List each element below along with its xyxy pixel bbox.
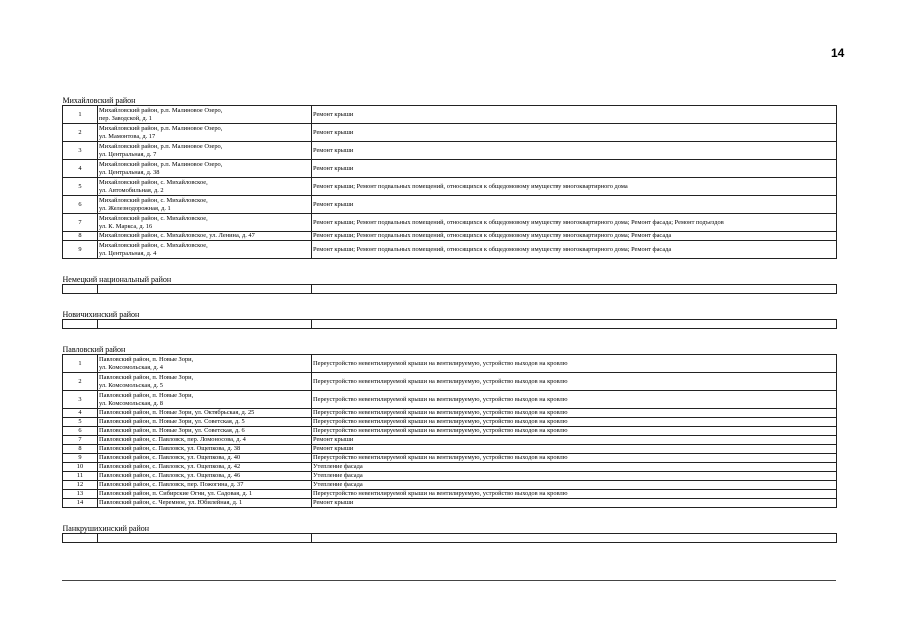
row-number: 1 bbox=[63, 355, 98, 373]
address-line-2: ул. Комсомольская, д. 5 bbox=[99, 381, 163, 389]
section-gap bbox=[63, 294, 837, 309]
table-row bbox=[63, 472, 837, 481]
works-cell: Ремонт крыши bbox=[312, 436, 837, 445]
section-header-row bbox=[63, 308, 837, 320]
address-line-1: Михайловский район, с. Михайловское, bbox=[99, 178, 208, 186]
works-cell: Ремонт крыши; Ремонт подвальных помещений, относящихся к общедомовому имуществу многоквартирного дома; Ремонт фасада bbox=[312, 241, 837, 259]
works-cell: Переустройство невентилируемой крыши на вентилируемую, устройство выходов на кровлю bbox=[312, 409, 837, 418]
address-line-1: Павловский район, с. Черемное, ул. Юбилейная, д. 1 bbox=[99, 499, 243, 506]
address-cell bbox=[98, 481, 312, 490]
table-row bbox=[63, 178, 837, 196]
address-line-2: пер. Заводской, д. 1 bbox=[99, 114, 152, 122]
section-gap bbox=[63, 508, 837, 523]
address-cell bbox=[98, 418, 312, 427]
section-gap bbox=[63, 329, 837, 344]
program-table-container bbox=[62, 94, 836, 543]
address-cell bbox=[98, 463, 312, 472]
address-cell bbox=[98, 196, 312, 214]
address-line-1: Павловский район, с. Павловск, пер. Ломоносова, д. 4 bbox=[99, 436, 246, 443]
program-table bbox=[62, 94, 837, 543]
works-cell: Ремонт крыши; Ремонт подвальных помещений, относящихся к общедомовому имуществу многоквартирного дома; Ремонт фасада bbox=[312, 232, 837, 241]
address-line-2: ул. Автомобильная, д. 2 bbox=[99, 186, 164, 194]
empty-cell bbox=[312, 285, 837, 294]
section-title: Михайловский район bbox=[63, 94, 837, 106]
address-cell bbox=[98, 454, 312, 463]
table-row bbox=[63, 241, 837, 259]
section-header-row bbox=[63, 343, 837, 355]
row-number: 7 bbox=[63, 214, 98, 232]
address-line-1: Михайловский район, с. Михайловское, bbox=[99, 196, 208, 204]
table-row bbox=[63, 427, 837, 436]
address-line-1: Михайловский район, с. Михайловское, bbox=[99, 241, 208, 249]
table-row bbox=[63, 373, 837, 391]
row-number: 3 bbox=[63, 391, 98, 409]
address-line-1: Михайловский район, с. Михайловское, bbox=[99, 214, 208, 222]
row-number: 3 bbox=[63, 142, 98, 160]
table-row bbox=[63, 214, 837, 232]
works-cell: Переустройство невентилируемой крыши на вентилируемую, устройство выходов на кровлю bbox=[312, 490, 837, 499]
address-line-2: ул. Центральная, д. 7 bbox=[99, 150, 157, 158]
table-row bbox=[63, 196, 837, 214]
address-line-1: Павловский район, п. Сибирские Огни, ул. Садовая, д. 1 bbox=[99, 490, 253, 497]
row-number: 6 bbox=[63, 196, 98, 214]
works-cell: Ремонт крыши bbox=[312, 142, 837, 160]
empty-table-row bbox=[63, 534, 837, 543]
works-cell: Утепление фасада bbox=[312, 463, 837, 472]
address-cell bbox=[98, 232, 312, 241]
table-row bbox=[63, 481, 837, 490]
address-line-2: ул. Центральная, д. 4 bbox=[99, 249, 157, 257]
address-cell bbox=[98, 124, 312, 142]
works-cell: Переустройство невентилируемой крыши на вентилируемую, устройство выходов на кровлю bbox=[312, 454, 837, 463]
address-line-1: Михайловский район, р.п. Малиновое Озеро, bbox=[99, 106, 223, 114]
table-row bbox=[63, 463, 837, 472]
empty-table-row bbox=[63, 285, 837, 294]
address-cell bbox=[98, 214, 312, 232]
row-number: 14 bbox=[63, 499, 98, 508]
works-cell: Ремонт крыши bbox=[312, 499, 837, 508]
address-line-1: Павловский район, п. Новые Зори, bbox=[99, 391, 194, 399]
table-row bbox=[63, 490, 837, 499]
row-number: 8 bbox=[63, 232, 98, 241]
address-cell bbox=[98, 106, 312, 124]
works-cell: Переустройство невентилируемой крыши на вентилируемую, устройство выходов на кровлю bbox=[312, 355, 837, 373]
table-row bbox=[63, 418, 837, 427]
works-cell: Ремонт крыши bbox=[312, 124, 837, 142]
section-title: Новичихинский район bbox=[63, 308, 837, 320]
works-cell: Переустройство невентилируемой крыши на вентилируемую, устройство выходов на кровлю bbox=[312, 373, 837, 391]
works-cell: Ремонт крыши bbox=[312, 196, 837, 214]
address-line-1: Михайловский район, р.п. Малиновое Озеро, bbox=[99, 142, 223, 150]
address-cell bbox=[98, 391, 312, 409]
address-line-1: Павловский район, п. Новые Зори, bbox=[99, 373, 194, 381]
address-line-1: Михайловский район, р.п. Малиновое Озеро, bbox=[99, 124, 223, 132]
row-number: 8 bbox=[63, 445, 98, 454]
address-line-2: ул. Мамонтова, д. 17 bbox=[99, 132, 156, 140]
works-cell: Переустройство невентилируемой крыши на вентилируемую, устройство выходов на кровлю bbox=[312, 391, 837, 409]
bottom-rule bbox=[62, 580, 836, 581]
works-cell: Переустройство невентилируемой крыши на вентилируемую, устройство выходов на кровлю bbox=[312, 418, 837, 427]
section-title: Немецкий национальный район bbox=[63, 273, 837, 285]
row-number: 13 bbox=[63, 490, 98, 499]
empty-cell bbox=[98, 534, 312, 543]
address-cell bbox=[98, 472, 312, 481]
address-line-2: ул. Комсомольская, д. 4 bbox=[99, 363, 163, 371]
section-title: Павловский район bbox=[63, 343, 837, 355]
address-cell bbox=[98, 445, 312, 454]
row-number: 9 bbox=[63, 241, 98, 259]
address-line-1: Павловский район, п. Новые Зори, ул. Советская, д. 5 bbox=[99, 418, 245, 425]
address-cell bbox=[98, 355, 312, 373]
empty-cell bbox=[312, 320, 837, 329]
table-row bbox=[63, 436, 837, 445]
empty-cell bbox=[312, 534, 837, 543]
address-line-1: Михайловский район, р.п. Малиновое Озеро, bbox=[99, 160, 223, 168]
row-number: 9 bbox=[63, 454, 98, 463]
address-line-1: Павловский район, с. Павловск, пер. Пожогина, д. 37 bbox=[99, 481, 244, 488]
works-cell: Утепление фасада bbox=[312, 481, 837, 490]
table-row bbox=[63, 409, 837, 418]
row-number: 11 bbox=[63, 472, 98, 481]
address-cell bbox=[98, 436, 312, 445]
section-header-row bbox=[63, 522, 837, 534]
row-number: 5 bbox=[63, 418, 98, 427]
works-cell: Ремонт крыши; Ремонт подвальных помещений, относящихся к общедомовому имуществу многоквартирного дома; Ремонт фасада; Ремонт подъездов bbox=[312, 214, 837, 232]
table-row bbox=[63, 124, 837, 142]
empty-table-row bbox=[63, 320, 837, 329]
table-body bbox=[63, 94, 837, 543]
address-line-1: Павловский район, с. Павловск, ул. Ощепкова, д. 42 bbox=[99, 463, 241, 470]
row-number: 1 bbox=[63, 106, 98, 124]
table-row bbox=[63, 106, 837, 124]
section-header-row bbox=[63, 273, 837, 285]
page-number: 14 bbox=[831, 46, 845, 60]
address-cell bbox=[98, 427, 312, 436]
table-row bbox=[63, 355, 837, 373]
address-cell bbox=[98, 241, 312, 259]
address-cell bbox=[98, 178, 312, 196]
works-cell: Переустройство невентилируемой крыши на вентилируемую, устройство выходов на кровлю bbox=[312, 427, 837, 436]
empty-cell bbox=[63, 320, 98, 329]
works-cell: Ремонт крыши bbox=[312, 160, 837, 178]
address-cell bbox=[98, 490, 312, 499]
section-header-row bbox=[63, 94, 837, 106]
table-row bbox=[63, 454, 837, 463]
table-row bbox=[63, 499, 837, 508]
address-cell bbox=[98, 499, 312, 508]
section-gap bbox=[63, 259, 837, 274]
address-line-1: Михайловский район, с. Михайловское, ул. Ленина, д. 47 bbox=[99, 232, 255, 239]
row-number: 10 bbox=[63, 463, 98, 472]
address-line-1: Павловский район, п. Новые Зори, ул. Октябрьская, д. 25 bbox=[99, 409, 255, 416]
address-line-1: Павловский район, с. Павловск, ул. Ощепкова, д. 46 bbox=[99, 472, 241, 479]
row-number: 6 bbox=[63, 427, 98, 436]
address-line-1: Павловский район, с. Павловск, ул. Ощепкова, д. 38 bbox=[99, 445, 241, 452]
address-cell bbox=[98, 160, 312, 178]
works-cell: Утепление фасада bbox=[312, 472, 837, 481]
address-line-2: ул. Комсомольская, д. 8 bbox=[99, 399, 163, 407]
table-row bbox=[63, 160, 837, 178]
address-line-2: ул. К. Маркса, д. 16 bbox=[99, 222, 153, 230]
empty-cell bbox=[63, 285, 98, 294]
works-cell: Ремонт крыши; Ремонт подвальных помещений, относящихся к общедомовому имуществу многоквартирного дома bbox=[312, 178, 837, 196]
row-number: 2 bbox=[63, 373, 98, 391]
empty-cell bbox=[63, 534, 98, 543]
section-title: Панкрушихинский район bbox=[63, 522, 837, 534]
address-line-2: ул. Железнодорожная, д. 1 bbox=[99, 204, 171, 212]
row-number: 7 bbox=[63, 436, 98, 445]
row-number: 2 bbox=[63, 124, 98, 142]
empty-cell bbox=[98, 320, 312, 329]
row-number: 12 bbox=[63, 481, 98, 490]
table-row bbox=[63, 232, 837, 241]
address-line-1: Павловский район, с. Павловск, ул. Ощепкова, д. 40 bbox=[99, 454, 241, 461]
address-line-1: Павловский район, п. Новые Зори, ул. Советская, д. 6 bbox=[99, 427, 245, 434]
row-number: 5 bbox=[63, 178, 98, 196]
address-cell bbox=[98, 373, 312, 391]
table-row bbox=[63, 445, 837, 454]
table-row bbox=[63, 391, 837, 409]
address-line-1: Павловский район, п. Новые Зори, bbox=[99, 355, 194, 363]
address-cell bbox=[98, 142, 312, 160]
table-row bbox=[63, 142, 837, 160]
works-cell: Ремонт крыши bbox=[312, 106, 837, 124]
row-number: 4 bbox=[63, 409, 98, 418]
row-number: 4 bbox=[63, 160, 98, 178]
empty-cell bbox=[98, 285, 312, 294]
works-cell: Ремонт крыши bbox=[312, 445, 837, 454]
address-cell bbox=[98, 409, 312, 418]
address-line-2: ул. Центральная, д. 38 bbox=[99, 168, 160, 176]
